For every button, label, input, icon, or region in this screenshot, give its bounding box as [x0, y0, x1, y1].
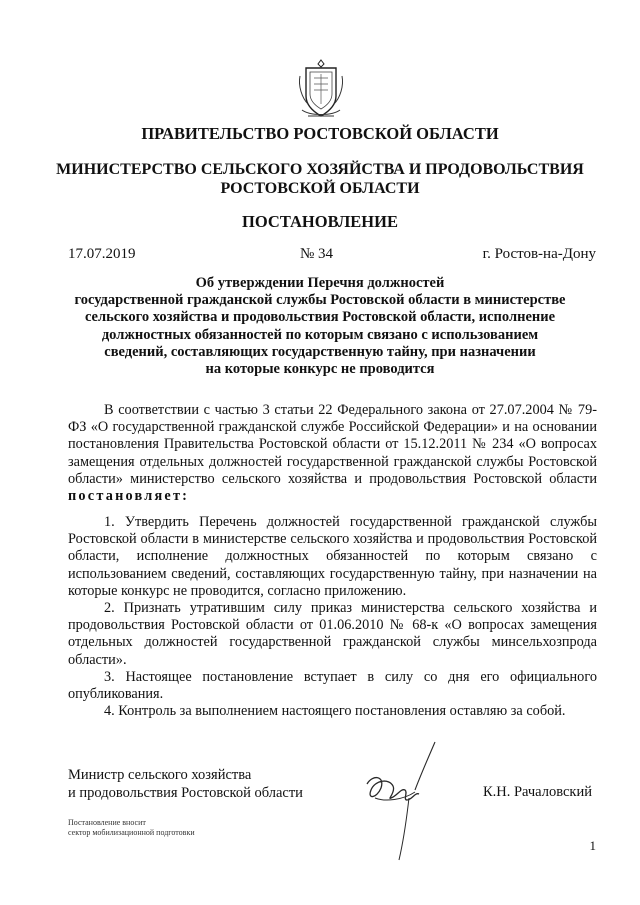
document-place: г. Ростов-на-Дону: [482, 246, 596, 262]
decree-items: [68, 514, 597, 720]
page-number: 1: [589, 838, 596, 853]
decree-item: 3. Настоящее постановление вступает в силу со дня его официального опубликования.: [68, 668, 597, 703]
originator-note-line1: Постановление вносит: [68, 818, 146, 827]
subject-line: на которые конкурс не проводится: [205, 361, 435, 378]
signatory-position-line1: Министр сельского хозяйства: [68, 767, 252, 783]
ministry-title-line1: МИНИСТЕРСТВО СЕЛЬСКОГО ХОЗЯЙСТВА И ПРОДОВОЛЬСТВИЯ: [56, 161, 584, 178]
signatory-position-line2: и продовольствия Ростовской области: [68, 785, 303, 801]
subject-line: сельского хозяйства и продовольствия Ростовской области, исполнение: [84, 309, 556, 326]
subject-line: государственной гражданской службы Ростовской области в министерстве: [74, 292, 566, 309]
originator-note-line2: сектор мобилизационной подготовки: [68, 828, 195, 837]
organization-title: ПРАВИТЕЛЬСТВО РОСТОВСКОЙ ОБЛАСТИ: [141, 124, 499, 143]
signatory-block: [68, 766, 303, 802]
document-date: 17.07.2019: [68, 246, 136, 262]
document-subject: [40, 275, 600, 378]
handwritten-signature: [345, 738, 465, 866]
subject-line: Об утверждении Перечня должностей: [195, 275, 445, 291]
subject-line: сведений, составляющих государственную тайну, при назначении: [104, 343, 536, 360]
ministry-title: [40, 160, 600, 198]
coat-of-arms-emblem: [296, 58, 346, 122]
signer-name: К.Н. Рачаловский: [482, 784, 592, 800]
ministry-title-line2: РОСТОВСКОЙ ОБЛАСТИ: [220, 180, 420, 197]
originator-note: [68, 818, 195, 838]
decree-item: 2. Признать утратившим силу приказ министерства сельского хозяйства и продовольствия Ростовской области от 01.06.2010 № 68-к «О вопросах замещения отдельных должностей государственной гражданской службы минсельхозпрода области».: [68, 600, 597, 668]
decree-item: 1. Утвердить Перечень должностей государственной гражданской службы Ростовской области в министерстве сельского хозяйства и продовольствия Ростовской области, исполнение должностных обязанностей по которым связано с использованием сведений, составляющих государственную тайну, при назначении на которые конкурс не проводится, согласно приложению.: [68, 514, 597, 599]
document-number: № 34: [300, 246, 334, 262]
preamble-text: В соответствии с частью 3 статьи 22 Федерального закона от 27.07.2004 № 79-ФЗ «О государственной гражданской службе Российской Федерации» и на основании постановления Правительства Ростовской области от 15.12.2011 № 234 «О вопросах замещения отдельных должностей государственной гражданской службы Ростовской области» министерство сельского хозяйства и продовольствия Ростовской области: [68, 402, 597, 487]
decree-item: 4. Контроль за выполнением настоящего постановления оставляю за собой.: [104, 703, 566, 720]
preamble-paragraph: [68, 402, 597, 505]
decree-word: постановляет:: [68, 488, 190, 505]
document-type: ПОСТАНОВЛЕНИЕ: [242, 212, 398, 231]
subject-line: должностных обязанностей по которым связано с использованием: [101, 326, 539, 343]
